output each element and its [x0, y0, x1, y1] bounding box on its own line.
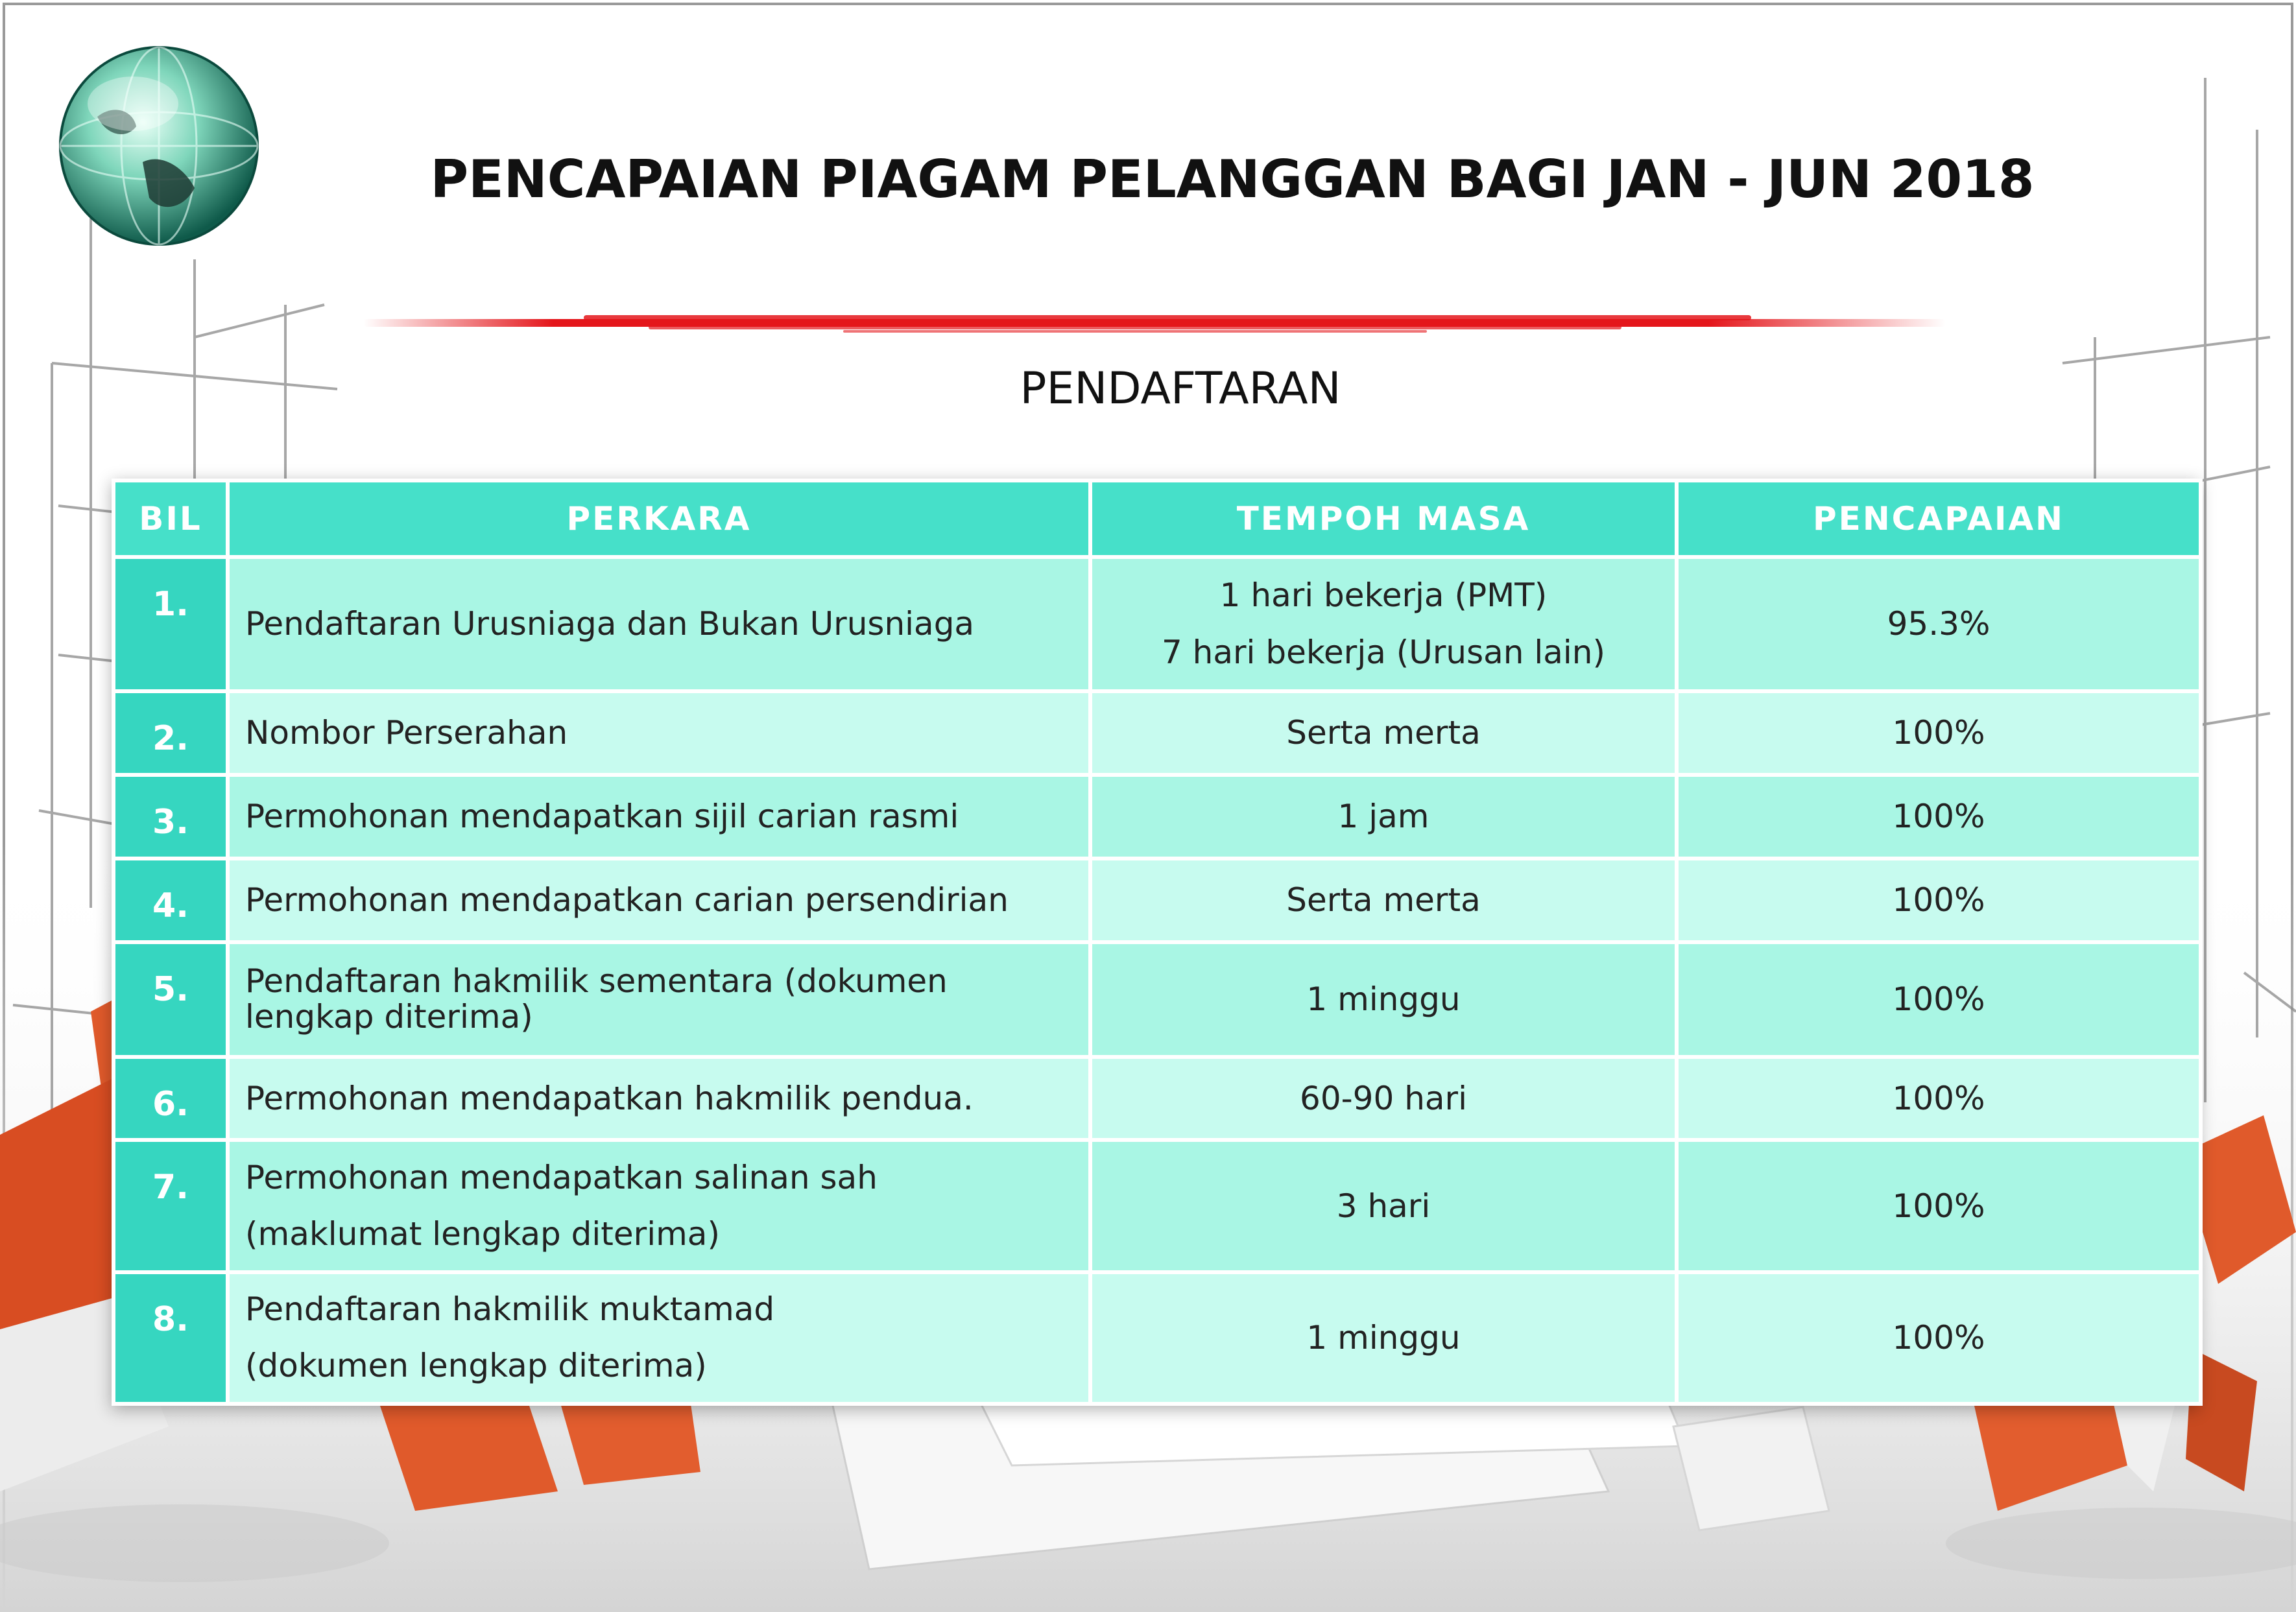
row-number: 4.: [114, 859, 228, 942]
row-number: 6.: [114, 1057, 228, 1141]
row-perkara: [228, 942, 1090, 1057]
row-tempoh: [1090, 1140, 1677, 1272]
perkara-line: Permohonan mendapatkan salinan sah: [245, 1158, 878, 1196]
row-pencapaian: 100%: [1677, 1140, 2201, 1272]
row-number: 2.: [114, 691, 228, 775]
row-pencapaian: 100%: [1677, 1057, 2201, 1141]
row-tempoh: [1090, 557, 1677, 691]
row-perkara: [228, 775, 1090, 859]
row-tempoh: [1090, 775, 1677, 859]
row-tempoh: [1090, 942, 1677, 1057]
row-tempoh: [1090, 691, 1677, 775]
row-number: 7.: [114, 1140, 228, 1272]
tempoh-line: 60-90 hari: [1300, 1079, 1467, 1117]
table-row: [114, 859, 2201, 942]
row-number: 3.: [114, 775, 228, 859]
tempoh-line: 1 minggu: [1306, 980, 1461, 1018]
row-pencapaian: 100%: [1677, 859, 2201, 942]
slide-title: PENCAPAIAN PIAGAM PELANGGAN BAGI JAN - JUN 2018: [430, 149, 2035, 209]
table-row: [114, 1272, 2201, 1404]
perkara-line: (dokumen lengkap diterima): [245, 1347, 707, 1385]
table-row: [114, 557, 2201, 691]
row-number: 1.: [114, 557, 228, 691]
perkara-line: Pendaftaran hakmilik sementara (dokumen: [245, 962, 948, 1001]
row-pencapaian: 100%: [1677, 1272, 2201, 1404]
row-number: 5.: [114, 942, 228, 1057]
section-subtitle: PENDAFTARAN: [1020, 363, 1341, 414]
perkara-line: Permohonan mendapatkan sijil carian rasmi: [245, 797, 959, 835]
table-row: [114, 1140, 2201, 1272]
perkara-line: lengkap diterima): [245, 998, 533, 1036]
tempoh-line: 7 hari bekerja (Urusan lain): [1161, 633, 1606, 671]
red-brush-stroke: [363, 315, 1946, 333]
table-row: [114, 1057, 2201, 1141]
table-header-row: [114, 480, 2201, 557]
header-bil: BIL: [114, 480, 228, 557]
table-row: [114, 691, 2201, 775]
perkara-line: Permohonan mendapatkan carian persendirian: [245, 881, 1009, 919]
tempoh-line: 1 hari bekerja (PMT): [1219, 576, 1548, 615]
perkara-line: Pendaftaran hakmilik muktamad: [245, 1290, 775, 1328]
header-tempoh-masa: TEMPOH MASA: [1090, 480, 1677, 557]
row-number: 8.: [114, 1272, 228, 1404]
row-perkara: [228, 1140, 1090, 1272]
header-pencapaian: PENCAPAIAN: [1677, 480, 2201, 557]
tempoh-line: Serta merta: [1286, 881, 1481, 919]
charter-table: [112, 479, 2203, 1406]
table-row: [114, 942, 2201, 1057]
tempoh-line: 3 hari: [1336, 1187, 1431, 1225]
row-perkara: [228, 1057, 1090, 1141]
globe-icon: [60, 47, 257, 244]
row-pencapaian: 100%: [1677, 775, 2201, 859]
perkara-line: Nombor Perserahan: [245, 714, 568, 752]
row-tempoh: [1090, 859, 1677, 942]
table-row: [114, 775, 2201, 859]
perkara-line: Permohonan mendapatkan hakmilik pendua.: [245, 1079, 974, 1117]
header-perkara: PERKARA: [228, 480, 1090, 557]
tempoh-line: 1 jam: [1337, 797, 1429, 835]
row-perkara: [228, 691, 1090, 775]
row-pencapaian: 100%: [1677, 691, 2201, 775]
tempoh-line: Serta merta: [1286, 714, 1481, 752]
row-perkara: [228, 557, 1090, 691]
charter-table-wrapper: [112, 479, 2199, 1406]
row-pencapaian: 95.3%: [1677, 557, 2201, 691]
perkara-line: (maklumat lengkap diterima): [245, 1215, 720, 1253]
row-perkara: [228, 1272, 1090, 1404]
row-perkara: [228, 859, 1090, 942]
tempoh-line: 1 minggu: [1306, 1318, 1461, 1357]
row-tempoh: [1090, 1057, 1677, 1141]
row-tempoh: [1090, 1272, 1677, 1404]
row-pencapaian: 100%: [1677, 942, 2201, 1057]
perkara-line: Pendaftaran Urusniaga dan Bukan Urusniaga: [245, 605, 975, 643]
